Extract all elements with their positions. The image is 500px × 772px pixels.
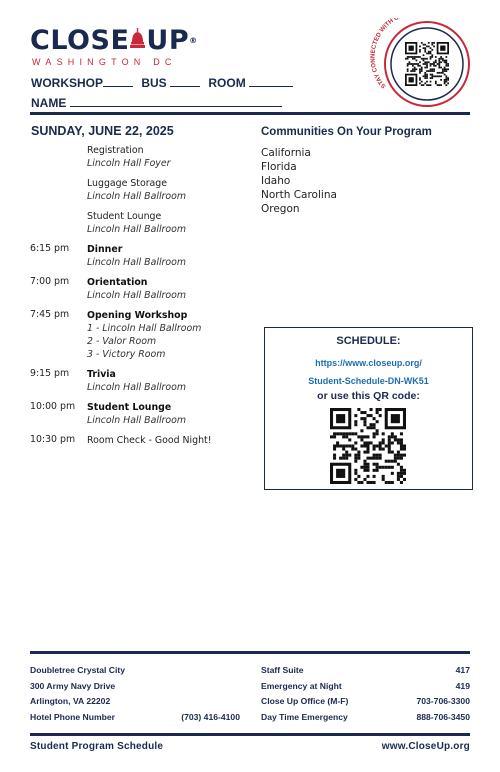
hotel-info bbox=[30, 663, 240, 725]
schedule-time: 7:00 pm bbox=[30, 276, 70, 287]
bottom-divider bbox=[30, 733, 470, 736]
workshop-label: WORKSHOP bbox=[31, 76, 103, 90]
contact-label: Staff Suite bbox=[261, 665, 304, 675]
schedule-location: Lincoln Hall Foyer bbox=[87, 158, 171, 169]
contact-row bbox=[261, 663, 470, 679]
schedule-time: 7:45 pm bbox=[30, 309, 70, 320]
schedule-location: 1 - Lincoln Hall Ballroom bbox=[87, 323, 202, 334]
contact-value: 417 bbox=[455, 665, 470, 675]
contact-value: 888-706-3450 bbox=[416, 711, 470, 722]
schedule-title: Student Lounge bbox=[87, 211, 162, 222]
schedule-body bbox=[87, 401, 186, 427]
community-item: California bbox=[261, 147, 311, 159]
closeup-logo bbox=[30, 26, 198, 67]
schedule-qr-code[interactable] bbox=[330, 408, 406, 484]
communities-heading: Communities On Your Program bbox=[261, 126, 432, 138]
schedule-url-line2[interactable]: Student-Schedule-DN-WK51 bbox=[308, 376, 429, 386]
hotel-address-2: Arlington, VA 22202 bbox=[30, 696, 111, 706]
schedule-title: Opening Workshop bbox=[87, 310, 188, 321]
schedule-box-label: SCHEDULE: bbox=[336, 335, 401, 347]
hotel-phone-row bbox=[30, 710, 240, 726]
community-item: Florida bbox=[261, 161, 297, 173]
schedule-time: 10:30 pm bbox=[30, 434, 76, 445]
schedule-body bbox=[87, 177, 186, 203]
schedule-time: 9:15 pm bbox=[30, 368, 70, 379]
contact-value: 703-706-3300 bbox=[416, 696, 470, 706]
room-line[interactable] bbox=[249, 75, 293, 87]
contact-value: 419 bbox=[455, 680, 470, 691]
contact-row bbox=[261, 710, 470, 726]
schedule-title: Student Lounge bbox=[87, 402, 172, 413]
schedule-location: 3 - Victory Room bbox=[87, 349, 166, 360]
program-title: Student Program Schedule bbox=[30, 741, 164, 752]
header-divider bbox=[30, 112, 470, 115]
name-line[interactable] bbox=[70, 95, 282, 107]
schedule-title: Registration bbox=[87, 145, 144, 156]
schedule-body bbox=[87, 243, 186, 269]
room-label: ROOM bbox=[208, 76, 246, 90]
schedule-url[interactable] bbox=[265, 354, 472, 390]
schedule-title: Luggage Storage bbox=[87, 178, 168, 189]
schedule-location: Lincoln Hall Ballroom bbox=[87, 415, 187, 426]
community-item: Oregon bbox=[261, 203, 300, 215]
schedule-location: 2 - Valor Room bbox=[87, 336, 157, 347]
schedule-location: Lincoln Hall Ballroom bbox=[87, 224, 187, 235]
schedule-body bbox=[87, 434, 211, 447]
logo-subtitle: WASHINGTON DC bbox=[32, 57, 177, 67]
bus-line[interactable] bbox=[170, 75, 200, 87]
qr-instruction: or use this QR code: bbox=[317, 390, 420, 402]
community-item: Idaho bbox=[261, 175, 291, 187]
contact-row bbox=[261, 679, 470, 695]
footer-divider bbox=[30, 651, 470, 654]
workshop-line[interactable] bbox=[103, 75, 133, 87]
schedule-link-box bbox=[264, 327, 473, 490]
schedule-url-line1[interactable]: https://www.closeup.org/ bbox=[315, 358, 422, 368]
schedule-body bbox=[87, 276, 186, 302]
schedule-location: Lincoln Hall Ballroom bbox=[87, 290, 187, 301]
schedule-title: Orientation bbox=[87, 277, 148, 288]
fields-row-2 bbox=[31, 93, 293, 113]
date-heading: SUNDAY, JUNE 22, 2025 bbox=[31, 124, 174, 138]
logo-wordmark bbox=[30, 26, 198, 56]
contact-numbers bbox=[261, 663, 470, 725]
contact-label: Day Time Emergency bbox=[261, 711, 348, 722]
hotel-phone-label: Hotel Phone Number bbox=[30, 711, 115, 722]
communities-list bbox=[261, 146, 337, 216]
schedule-body bbox=[87, 210, 186, 236]
schedule-time: 6:15 pm bbox=[30, 243, 70, 254]
badge-qr-code bbox=[405, 42, 449, 86]
student-fields bbox=[31, 73, 293, 113]
schedule-body bbox=[87, 368, 186, 394]
schedule-time: 10:00 pm bbox=[30, 401, 76, 412]
logo-right-text: UP bbox=[146, 25, 190, 56]
hotel-phone-number: (703) 416-4100 bbox=[181, 711, 240, 722]
logo-left-text: CLOSE bbox=[30, 25, 130, 56]
schedule-title: Room Check - Good Night! bbox=[87, 435, 212, 446]
registered-mark: ® bbox=[189, 36, 198, 45]
fields-row-1 bbox=[31, 73, 293, 93]
name-label: NAME bbox=[31, 96, 67, 110]
contact-label: Close Up Office (M-F) bbox=[261, 696, 349, 706]
schedule-title: Dinner bbox=[87, 244, 123, 255]
website-link[interactable]: www.CloseUp.org bbox=[381, 741, 470, 752]
hotel-name: Doubletree Crystal City bbox=[30, 665, 126, 675]
schedule-body bbox=[87, 144, 170, 170]
schedule-body bbox=[87, 309, 201, 361]
schedule-location: Lincoln Hall Ballroom bbox=[87, 382, 187, 393]
schedule-location: Lincoln Hall Ballroom bbox=[87, 257, 187, 268]
schedule-location: Lincoln Hall Ballroom bbox=[87, 191, 187, 202]
hotel-address-1: 300 Army Navy Drive bbox=[30, 680, 116, 691]
badge-ring-text: STAY CONNECTED WITH C bbox=[369, 18, 400, 90]
stay-connected-badge bbox=[364, 18, 472, 108]
contact-row bbox=[261, 694, 470, 710]
contact-label: Emergency at Night bbox=[261, 680, 342, 691]
capitol-dome-icon bbox=[130, 27, 145, 49]
community-item: North Carolina bbox=[261, 189, 337, 201]
bus-label: BUS bbox=[141, 76, 167, 90]
schedule-title: Trivia bbox=[87, 369, 116, 380]
